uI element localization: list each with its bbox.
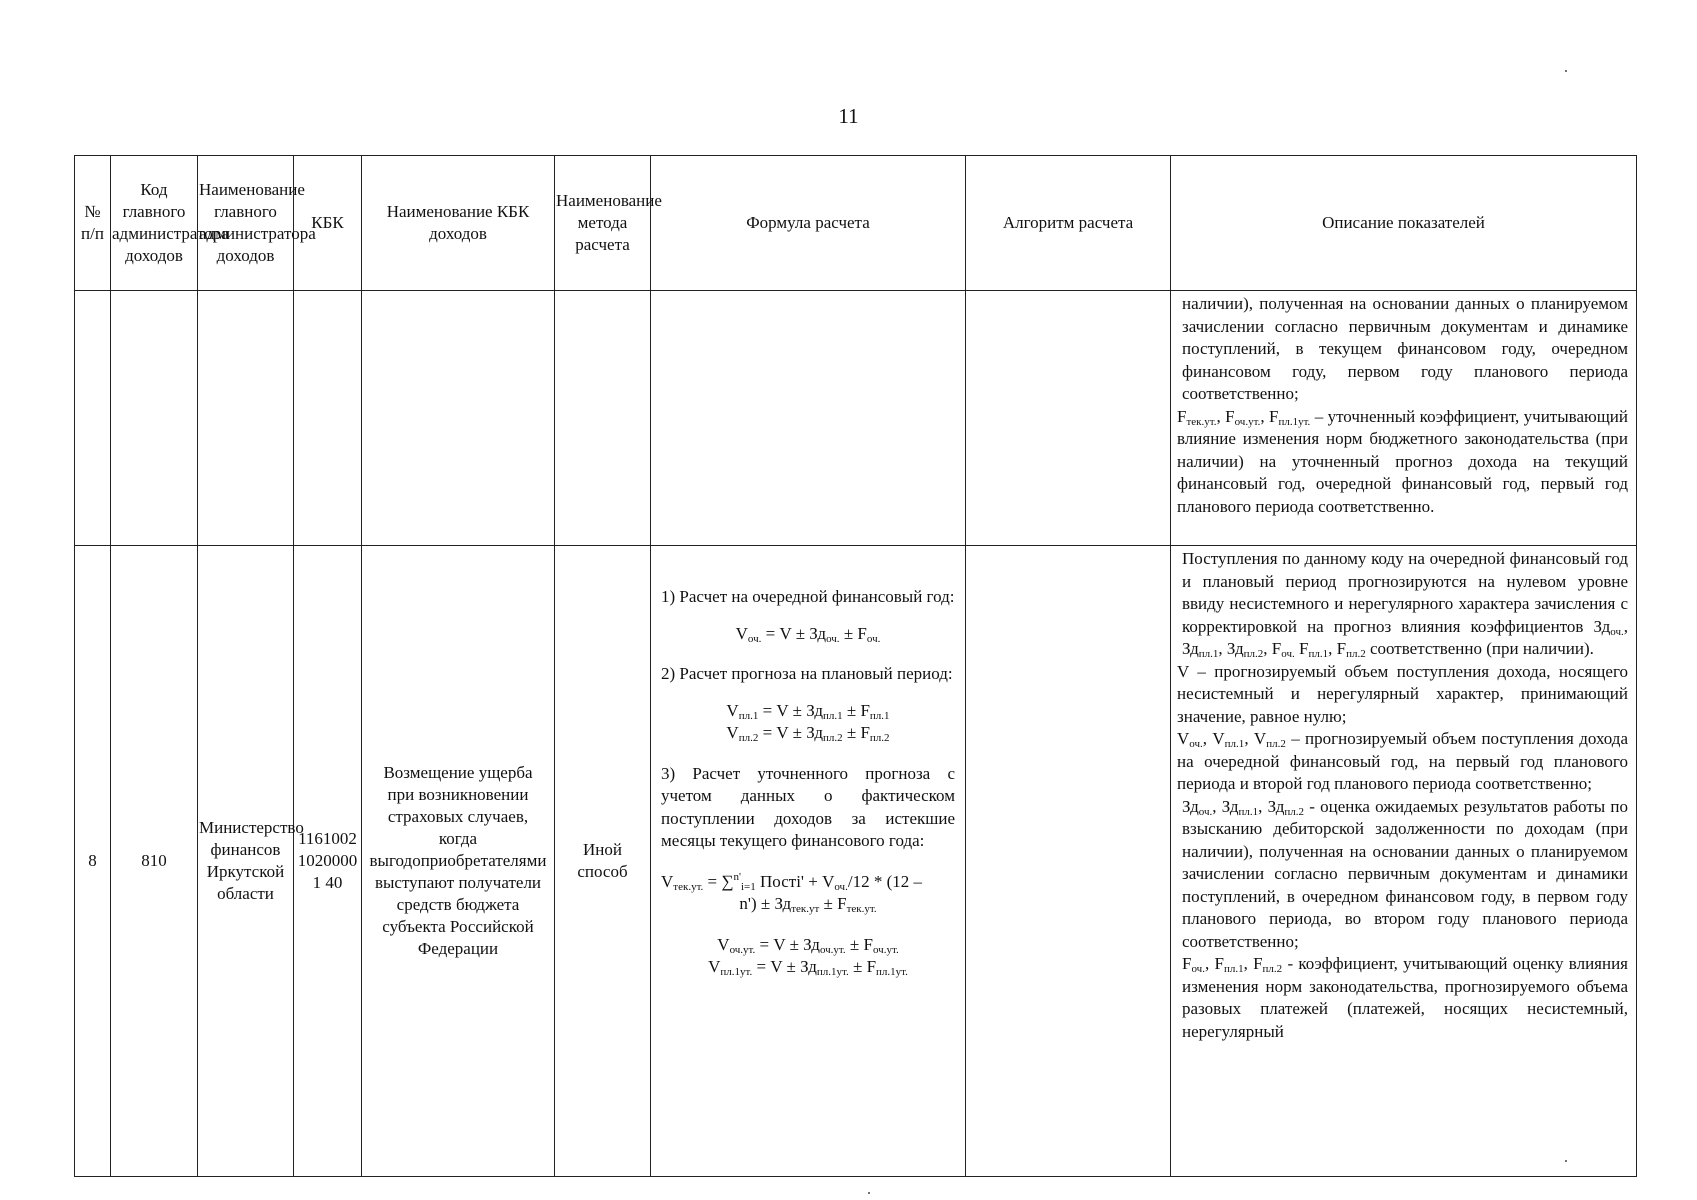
desc-p5: $F_{оч.}$, $F_{пл.1}$, $F_{пл.2}$ - коэффициент, учитывающий оценку влияния изменения норм законодательства, прогнозируемого объема разовых платежей (платежей, носящих несистемный, нерегулярный	[1182, 954, 1629, 1041]
row-kbk-name: Возмещение ущерба при возникновении страховых случаев, когда выгодоприобретателями выступают получатели средств бюджета субъекта Российской Федерации	[362, 546, 555, 1177]
header-admin-code: Код главного администратора доходов	[111, 156, 198, 291]
formula-eq-planned: $V_{пл.1} = V \pm Зд_{пл.1} \pm F_{пл.1}$ $V_{пл.2} = V \pm Зд_{пл.2} \pm F_{пл.2}$	[726, 700, 890, 744]
row-description	[1171, 546, 1637, 1177]
table-row-8	[75, 546, 1637, 1177]
header-admin-name: Наименование главного администратора доходов	[198, 156, 294, 291]
desc-p4: $Зд_{оч.}$, $Зд_{пл.1}$, $Зд_{пл.2}$ - оценка ожидаемых результатов работы по взысканию дебиторской задолженности по доходам (при наличии), полученная на основании данных о планируемом зачислении согласно первичным документам и динамики поступлений, в очередном финансовом году, в первом году планового периода, во втором году планового периода соответственно;	[1182, 796, 1629, 951]
row-formula	[651, 546, 966, 1177]
desc-p2: V – прогнозируемый объем поступления дохода, носящего несистемный и нерегулярный характер, принимающий значение, равное нулю;	[1177, 661, 1628, 726]
scan-speck	[1565, 70, 1567, 72]
formula-eq-next-year: $V_{оч.} = V \pm Зд_{оч.} \pm F_{оч.}$	[735, 623, 881, 645]
continuation-description	[1171, 291, 1637, 546]
table-header-row	[75, 156, 1637, 291]
scan-speck	[1565, 1160, 1567, 1162]
row-num: 8	[75, 546, 111, 1177]
page-number: 11	[838, 104, 859, 128]
row-admin-code: 810	[111, 546, 198, 1177]
continuation-desc-p2: $F_{тек.ут.}$, $F_{оч.ут.}$, $F_{пл.1ут.}$ – уточненный коэффициент, учитывающий влияние изменения норм бюджетного законодательства (при наличии) на уточненный прогноз дохода на текущий финансовый год, очередной финансовый год, первый год планового периода соответственно.	[1177, 406, 1628, 516]
formula-eq-refined: $V_{оч.ут.} = V \pm Зд_{оч.ут.} \pm F_{оч.ут.}$ $V_{пл.1ут.} = V \pm Зд_{пл.1ут.} \pm F_{пл.1ут.}$	[708, 934, 908, 978]
row-method: Иной способ	[555, 546, 651, 1177]
row-kbk: 116100210200001 40	[294, 546, 362, 1177]
formula-step1: 1) Расчет на очередной финансовый год:	[661, 587, 955, 606]
header-formula: Формула расчета	[651, 156, 966, 291]
table-row-continuation	[75, 291, 1637, 546]
row-algorithm	[966, 546, 1171, 1177]
formula-eq-current: $V_{тек.ут.} = \sum^{n'}_{i=1}$ Пості' + $V_{оч.}/12 * (12$ – $n') \pm Зд_{тек.ут} \pm F_{тек.ут.}$	[661, 870, 922, 915]
row-admin-name: Министерство финансов Иркутской области	[198, 546, 294, 1177]
header-algorithm: Алгоритм расчета	[966, 156, 1171, 291]
header-method: Наименование метода расчета	[555, 156, 651, 291]
header-kbk: КБК	[294, 156, 362, 291]
header-num: № п/п	[75, 156, 111, 291]
header-kbk-name: Наименование КБК доходов	[362, 156, 555, 291]
header-description: Описание показателей	[1171, 156, 1637, 291]
desc-p1: Поступления по данному коду на очередной финансовый год и плановый период прогнозируются на нулевом уровне ввиду несистемного и нерегулярного характера зачисления с корректировкой на прогноз влияния коэффициентов $Зд_{оч.}$, $Зд_{пл.1}$, $Зд_{пл.2}$, $F_{оч.}$ $F_{пл.1}$, $F_{пл.2}$ соответственно (при наличии).	[1182, 549, 1628, 660]
income-forecast-table	[74, 155, 1637, 1177]
formula-step2: 2) Расчет прогноза на плановый период:	[661, 664, 953, 683]
scan-speck	[868, 1192, 870, 1194]
formula-step3: 3) Расчет уточненного прогноза с учетом данных о фактическом поступлении доходов за истекшие месяцы текущего финансового года:	[661, 763, 955, 850]
continuation-desc-p1: наличии), полученная на основании данных о планируемом зачислении согласно первичным документам и динамике поступлений, в текущем финансовом году, очередном финансовом году, первом году планового периода соответственно;	[1182, 294, 1628, 403]
desc-p3: $V_{оч.}$, $V_{пл.1}$, $V_{пл.2}$ – прогнозируемый объем поступления дохода на очередной финансовый год, на первый год планового периода и второй год планового периода соответственно;	[1177, 729, 1629, 793]
